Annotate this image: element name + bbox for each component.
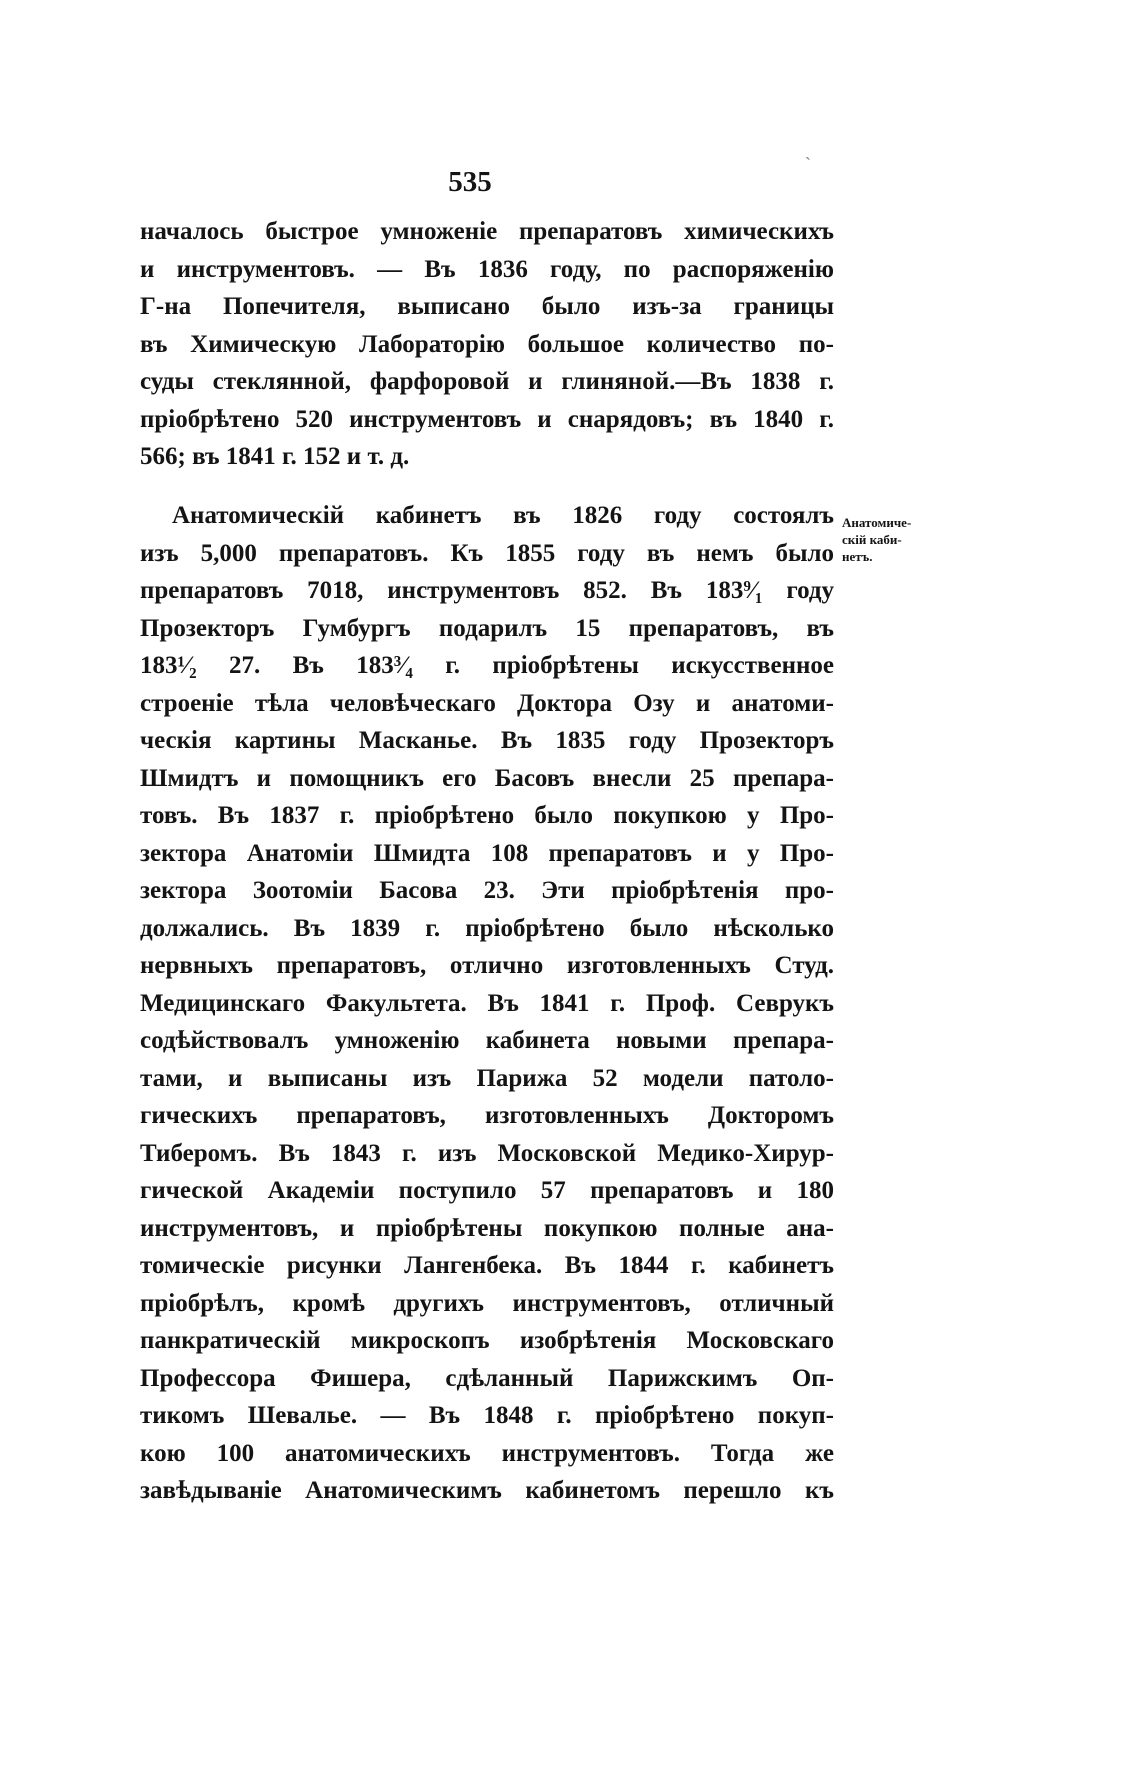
text-line: Г-на Попечителя, выписано было изъ-за границы [140,293,834,320]
text-line: панкратическій микроскопъ изобрѣтенія Московскаго [140,1327,834,1354]
paragraph-1 [140,213,834,476]
text-line: Тиберомъ. Въ 1843 г. изъ Московской Медико-Хирур- [140,1139,834,1167]
margin-note-line: скій каби- [842,532,902,547]
text-line: препаратовъ 7018, инструментовъ 852. Въ 183⁹⁄₁ году [140,577,834,604]
margin-note [842,514,962,565]
text-line: гическихъ препаратовъ, изготовленныхъ Докторомъ [140,1102,834,1129]
speck-mark: ˏ [805,140,811,160]
text-line: и инструментовъ. — Въ 1836 году, по распоряженію [140,255,834,283]
text-line: Анатомическій кабинетъ въ 1826 году состоялъ [172,502,834,529]
text-line: Прозекторъ Гумбургъ подарилъ 15 препаратовъ, въ [140,614,834,642]
text-line: зектора Зоотоміи Басова 23. Эти пріобрѣтенія про- [140,877,834,904]
margin-note-line: Анатомиче- [842,515,912,530]
page-number: 535 [448,166,492,198]
text-line: строеніе тѣла человѣческаго Доктора Озу и анатоми- [140,689,834,717]
text-line: содѣйствовалъ умноженію кабинета новыми препара- [140,1027,834,1054]
text-line: тикомъ Шевалье. — Въ 1848 г. пріобрѣтено покуп- [140,1402,834,1429]
text-line: зектора Анатоміи Шмидта 108 препаратовъ и у Про- [140,839,834,867]
margin-note-line: нетъ. [842,549,873,564]
text-line: пріобрѣлъ, кромѣ другихъ инструментовъ, отличный [140,1289,834,1317]
text-line: гической Академіи поступило 57 препаратовъ и 180 [140,1177,834,1204]
text-line: тами, и выписаны изъ Парижа 52 модели патоло- [140,1064,834,1092]
text-line: ческія картины Масканье. Въ 1835 году Прозекторъ [140,727,834,754]
text-line: должались. Въ 1839 г. пріобрѣтено было нѣсколько [140,914,834,942]
text-line: 566; въ 1841 г. 152 и т. д. [140,443,410,470]
text-line: началось быстрое умноженіе препаратовъ химическихъ [140,218,834,245]
text-line: Профессора Фишера, сдѣланный Парижскимъ Оп- [140,1364,834,1392]
text-line: кою 100 анатомическихъ инструментовъ. Тогда же [140,1439,834,1467]
text-line: инструментовъ, и пріобрѣтены покупкою полные ана- [140,1214,834,1242]
text-line: пріобрѣтено 520 инструментовъ и снарядовъ; въ 1840 г. [140,405,834,433]
paragraph-2 [140,497,834,1510]
text-line: 183¹⁄₂ 27. Въ 183³⁄₄ г. пріобрѣтены искусственное [140,652,834,679]
text-line: томическіе рисунки Лангенбека. Въ 1844 г. кабинетъ [140,1252,834,1279]
text-line: суды стеклянной, фарфоровой и глиняной.—Въ 1838 г. [140,368,834,395]
text-line: товъ. Въ 1837 г. пріобрѣтено было покупкою у Про- [140,802,834,829]
text-line: нервныхъ препаратовъ, отлично изготовленныхъ Студ. [140,952,834,979]
text-line: Медицинскаго Факультета. Въ 1841 г. Проф. Севрукъ [140,989,834,1017]
text-line: въ Химическую Лабораторію большое количество по- [140,330,834,358]
text-line: изъ 5,000 препаратовъ. Къ 1855 году въ немъ было [140,539,834,567]
text-line: Шмидтъ и помощникъ его Басовъ внесли 25 препара- [140,764,834,792]
text-line: завѣдываніе Анатомическимъ кабинетомъ перешло къ [140,1477,834,1504]
